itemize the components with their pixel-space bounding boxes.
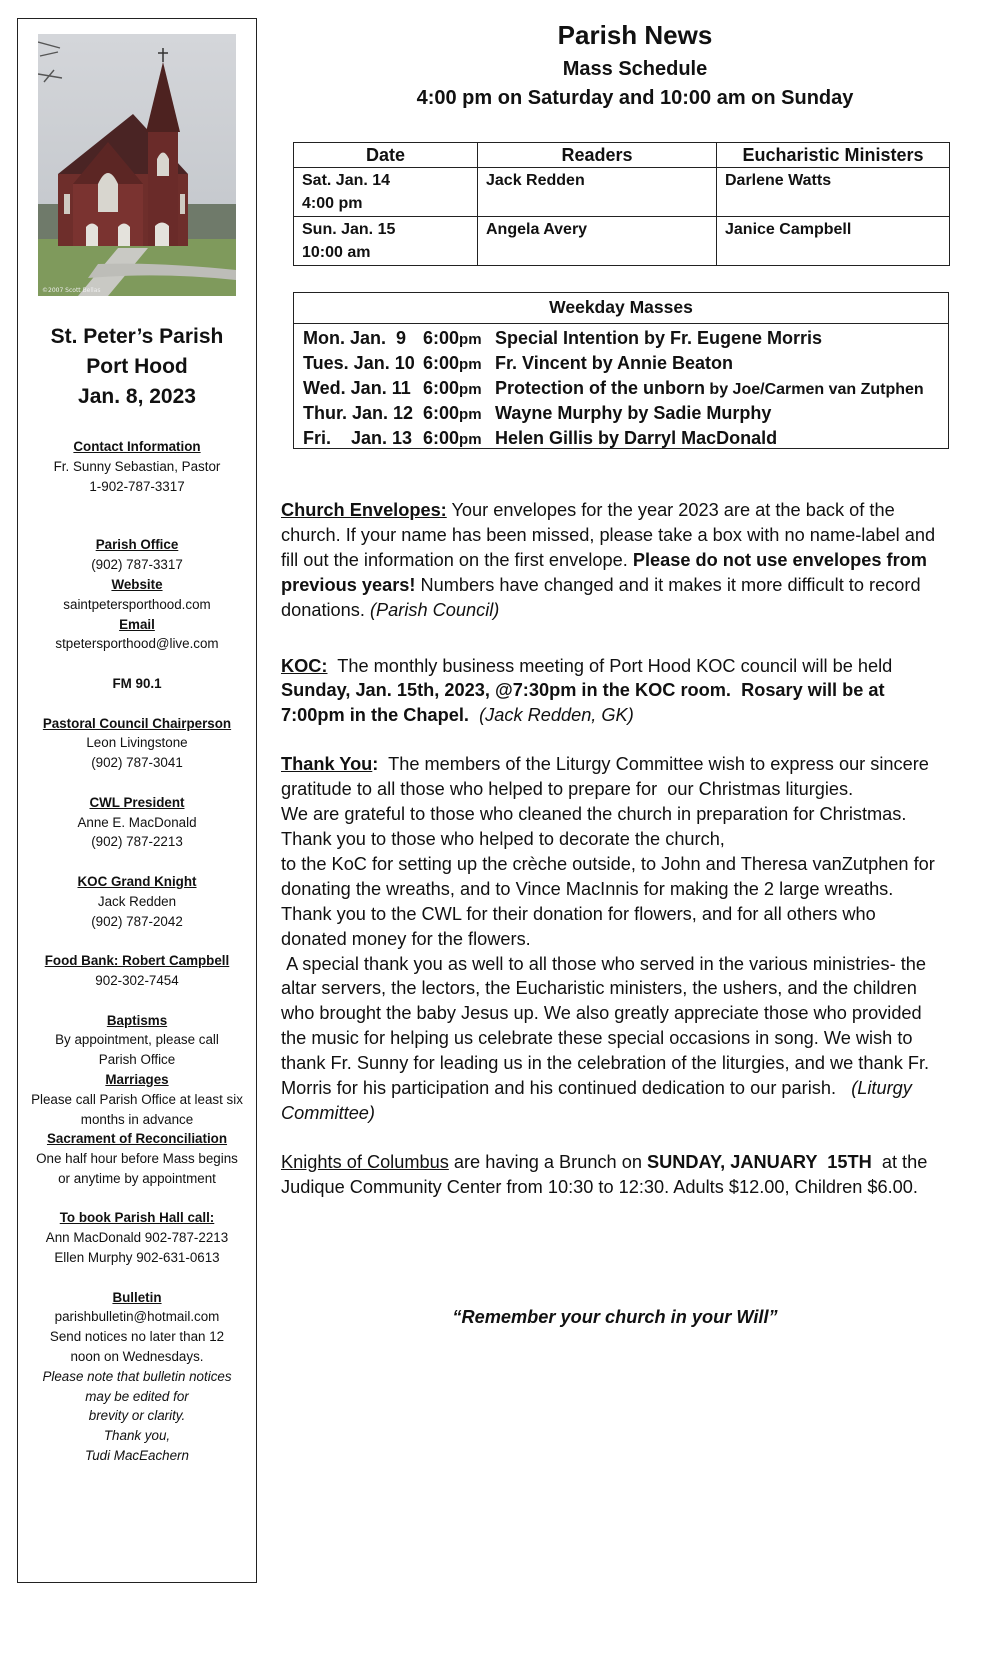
- envelopes-text2: Numbers have changed and it makes it more difficult to record donations.: [281, 574, 921, 620]
- intention-by: by Joe/Carmen van Zutphen: [704, 381, 924, 398]
- reader-cell: Angela Avery: [478, 217, 717, 266]
- pastor-name: Fr. Sunny Sebastian, Pastor: [53, 458, 221, 474]
- weekday-time: [423, 326, 495, 352]
- email-link[interactable]: stpetersporthood@live.com: [55, 636, 219, 652]
- koc-notice: [281, 654, 946, 729]
- date-day: Sat. Jan. 14: [302, 172, 391, 189]
- date-cell: [294, 168, 478, 217]
- cwl-name: Anne E. MacDonald: [77, 814, 197, 830]
- envelopes-notice: [281, 498, 946, 623]
- pastoral-phone: (902) 787-3041: [91, 755, 183, 771]
- hall-heading: To book Parish Hall call:: [59, 1210, 215, 1226]
- koc-name: Jack Redden: [97, 893, 177, 909]
- bulletin-note1: Please note that bulletin notices: [42, 1368, 232, 1384]
- pastoral-name: Leon Livingstone: [86, 735, 188, 751]
- brunch-heading: Knights of Columbus: [281, 1151, 449, 1172]
- baptisms-heading: Baptisms: [106, 1012, 168, 1028]
- bulletin-note5: Tudi MacEachern: [85, 1448, 189, 1464]
- weekday-day: Thur. Jan. 12: [303, 403, 414, 423]
- mass-times: 4:00 pm on Saturday and 10:00 am on Sunday: [416, 87, 854, 109]
- notices: [281, 498, 946, 1200]
- parish-location: Port Hood: [86, 355, 188, 378]
- minister-cell: Darlene Watts: [717, 168, 950, 217]
- thanks-p3: to the KoC for setting up the crèche outside, to John and Theresa vanZutphen for donating the wreaths, and to Vince MacInnis for making the 2 large wreaths. Thank you to the CWL for their donation for flowers, and for all others who donated money for the flowers.: [281, 853, 935, 949]
- koc-signature: (Jack Redden, GK): [468, 705, 634, 726]
- table-row: [294, 217, 950, 266]
- weekday-masses-box: [293, 292, 949, 449]
- email-heading: Email: [119, 616, 155, 632]
- envelopes-bold: Please do not use envelopes from previous years!: [281, 549, 927, 595]
- parish-heading: [18, 322, 256, 412]
- intention-text: Protection of the unborn: [495, 378, 705, 398]
- page-subtitle: Mass Schedule: [562, 58, 708, 80]
- marriages-line1: Please call Parish Office at least six: [31, 1091, 243, 1107]
- column-header-date: Date: [294, 143, 478, 168]
- bulletin-line1: Send notices no later than 12: [49, 1329, 225, 1345]
- koc-phone: (902) 787-2042: [91, 913, 183, 929]
- thanks-heading: Thank You: [281, 754, 373, 775]
- weekday-heading: Weekday Masses: [294, 293, 948, 324]
- intention-text: Wayne Murphy by Sadie Murphy: [495, 403, 772, 423]
- brunch-text1: are having a Brunch on: [448, 1151, 647, 1172]
- weekday-day: Tues. Jan. 10: [303, 353, 415, 373]
- weekday-time: [423, 426, 495, 452]
- thanks-p1: The members of the Liturgy Committee wish to express our sincere gratitude to all those who helped to prepare for our Christmas liturgies.: [281, 754, 934, 800]
- list-item: [294, 376, 948, 401]
- bulletin-note4: Thank you,: [103, 1428, 171, 1444]
- thanks-colon: :: [372, 754, 379, 775]
- envelopes-heading: Church Envelopes:: [281, 500, 447, 520]
- pastoral-heading: Pastoral Council Chairperson: [42, 715, 232, 731]
- koc-heading: KOC Grand Knight: [77, 873, 197, 889]
- column-header-readers: Readers: [478, 143, 717, 168]
- weekday-intention: [495, 353, 733, 373]
- marriages-heading: Marriages: [105, 1071, 169, 1087]
- food-bank-heading: Food Bank: Robert Campbell: [44, 953, 230, 969]
- reconciliation-line1: One half hour before Mass begins: [36, 1151, 238, 1167]
- weekday-intention: [495, 328, 822, 348]
- brunch-notice: [281, 1150, 946, 1200]
- time-suffix: pm: [459, 381, 482, 398]
- envelopes-signature: (Parish Council): [369, 599, 500, 620]
- reconciliation-heading: Sacrament of Reconciliation: [46, 1131, 228, 1147]
- thanks-signature: (Liturgy Committee): [281, 1078, 917, 1123]
- hall-line2: Ellen Murphy 902-631-0613: [54, 1250, 220, 1266]
- weekday-time: [423, 376, 495, 402]
- bulletin-line2: noon on Wednesdays.: [70, 1349, 204, 1365]
- website-link[interactable]: saintpetersporthood.com: [63, 596, 211, 612]
- cwl-heading: CWL President: [89, 794, 185, 810]
- hall-line1: Ann MacDonald 902-787-2213: [45, 1230, 229, 1246]
- bulletin-note2: may be edited for: [85, 1388, 189, 1404]
- intention-text: Special Intention by Fr. Eugene Morris: [495, 328, 823, 348]
- time-value: 6:00: [423, 328, 460, 348]
- list-item: [294, 326, 948, 351]
- food-bank-phone: 902-302-7454: [95, 972, 179, 988]
- thanks-notice: [281, 752, 946, 802]
- column-header-ministers: Eucharistic Ministers: [717, 143, 950, 168]
- thanks-p4-block: [281, 952, 946, 1126]
- time-suffix: pm: [459, 331, 482, 348]
- contact-info: [18, 437, 256, 1466]
- list-item: [294, 401, 948, 426]
- time-value: 6:00: [423, 378, 460, 398]
- page-title: Parish News: [557, 20, 713, 50]
- contact-heading: Contact Information: [73, 439, 201, 454]
- intention-text: Helen Gillis by Darryl MacDonald: [495, 428, 778, 448]
- date-time: 4:00 pm: [302, 195, 363, 212]
- intention-text: Fr. Vincent by Annie Beaton: [495, 353, 734, 373]
- time-suffix: pm: [459, 431, 482, 448]
- minister-cell: Janice Campbell: [717, 217, 950, 266]
- time-suffix: pm: [459, 356, 482, 373]
- weekday-day: Mon. Jan. 9: [303, 328, 407, 348]
- sidebar: [17, 18, 257, 1583]
- bulletin-email[interactable]: parishbulletin@hotmail.com: [54, 1309, 220, 1325]
- date-day: Sun. Jan. 15: [302, 221, 396, 238]
- weekday-time: [423, 401, 495, 427]
- bulletin-heading: Bulletin: [112, 1289, 162, 1305]
- koc-bold: Sunday, Jan. 15th, 2023, @7:30pm in the KOC room. Rosary will be at 7:00pm in the Chapel.: [281, 680, 890, 726]
- baptisms-line1: By appointment, please call: [55, 1032, 219, 1048]
- time-value: 6:00: [423, 403, 460, 423]
- reconciliation-line2: or anytime by appointment: [58, 1170, 216, 1186]
- weekday-day: Wed. Jan. 11: [303, 378, 411, 398]
- weekday-intention: [495, 378, 924, 398]
- weekday-intention: [495, 428, 777, 448]
- website-heading: Website: [111, 576, 163, 592]
- radio-frequency: FM 90.1: [112, 675, 162, 691]
- brunch-text2: at the Judique Community Center from 10:30 to 12:30. Adults $12.00, Children $6.00.: [281, 1151, 933, 1197]
- time-value: 6:00: [423, 428, 460, 448]
- koc-heading: KOC:: [281, 655, 328, 676]
- date-time: 10:00 am: [302, 244, 371, 261]
- weekday-day: Fri. Jan. 13: [303, 428, 413, 448]
- table-row: [294, 168, 950, 217]
- office-phone: (902) 787-3317: [91, 557, 183, 573]
- reader-cell: Jack Redden: [478, 168, 717, 217]
- baptisms-line2: Parish Office: [98, 1052, 176, 1068]
- list-item: [294, 351, 948, 376]
- thanks-p2: We are grateful to those who cleaned the church in preparation for Christmas. Thank you to those who helped to decorate the church,: [281, 804, 907, 849]
- cwl-phone: (902) 787-2213: [91, 834, 183, 850]
- time-suffix: pm: [459, 406, 482, 423]
- table-header-row: [294, 143, 950, 168]
- closing-quote: “Remember your church in your Will”: [452, 1307, 778, 1327]
- thanks-p4: A special thank you as well to all those who served in the various ministries- the altar servers, the lectors, the Eucharistic ministers, the ushers, and the children who brought the baby Jesus up. We also greatly appreciate those who provided the music for helping us celebrate these special occasions in song. We wish to thank Fr. Sunny for leading us in the celebration of the liturgies, and we thank Fr. Morris for his participation and his continued dedication to our parish.: [281, 953, 935, 1099]
- envelopes-text1: Your envelopes for the year 2023 are at the back of the church. If your name has been missed, please take a box with no name-label and fill out the information on the first envelope.: [281, 500, 936, 570]
- pastor-phone: 1-902-787-3317: [89, 478, 185, 494]
- svg-text:©2007 Scott Bellas: ©2007 Scott Bellas: [42, 287, 101, 294]
- parish-name: St. Peter’s Parish: [50, 325, 224, 348]
- office-heading: Parish Office: [95, 537, 179, 553]
- time-value: 6:00: [423, 353, 460, 373]
- bulletin-note3: brevity or clarity.: [88, 1408, 186, 1424]
- mass-schedule-table: [293, 142, 950, 266]
- date-cell: [294, 217, 478, 266]
- koc-text1: The monthly business meeting of Port Hood KOC council will be held: [327, 655, 898, 676]
- brunch-bold: SUNDAY, JANUARY 15TH: [647, 1151, 872, 1172]
- weekday-intention: [495, 403, 771, 423]
- church-photo: [38, 34, 236, 296]
- bulletin-date: Jan. 8, 2023: [78, 385, 196, 408]
- list-item: [294, 426, 948, 451]
- weekday-time: [423, 351, 495, 377]
- marriages-line2: months in advance: [80, 1111, 194, 1127]
